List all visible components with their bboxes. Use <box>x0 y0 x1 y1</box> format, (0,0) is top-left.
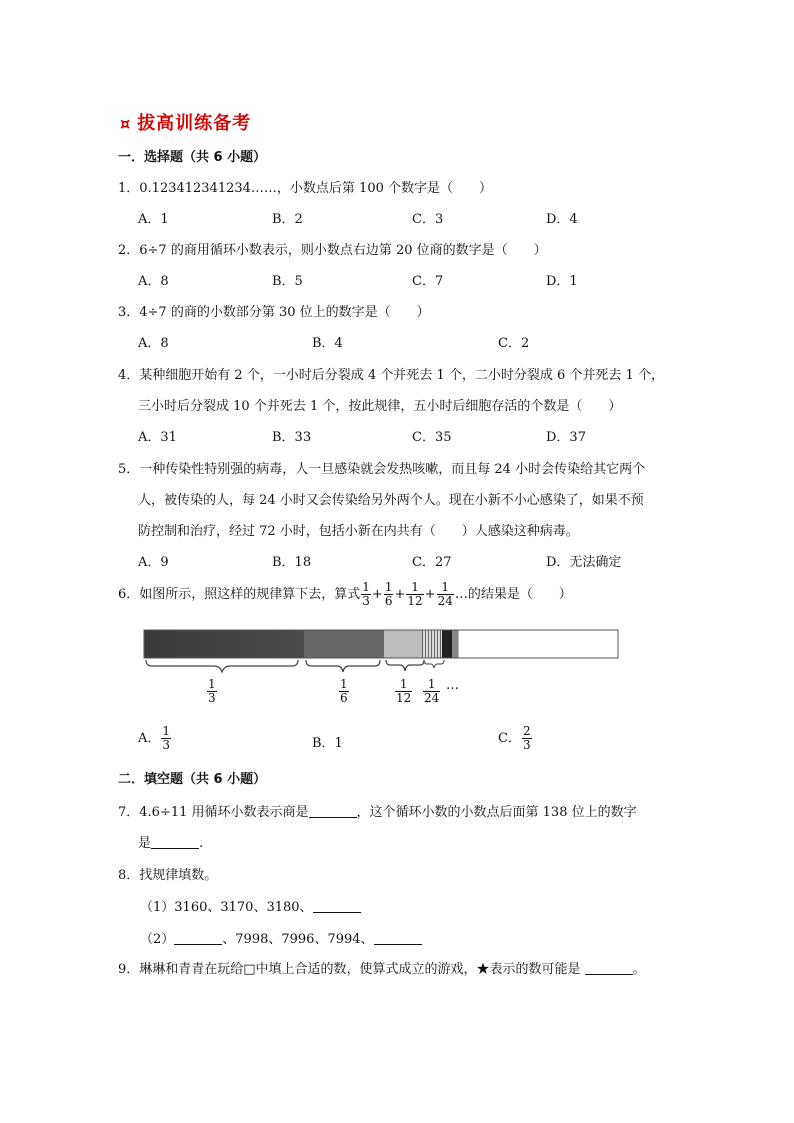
diagram-label-third: $\frac{1}{3}$ <box>208 677 216 705</box>
q6-prefix: 6．如图所示，照这样的规律算下去，算式 <box>118 587 361 602</box>
diagram-label-twenty-fourth: $\frac{1}{24}$ <box>424 677 440 705</box>
q6-fraction-3: $\frac{1}{12}$ <box>407 580 423 608</box>
question-5-line-2: 人，被传染的人，每 24 小时又会传染给另外两个人。现在小新不小心感染了，如果不预 <box>138 493 644 508</box>
question-8-sub-2: （2） 、7998、7996、7994、 <box>140 928 422 947</box>
bar-segment-twenty-fourth <box>422 630 442 658</box>
question-8-sub-1: （1）3160、3170、3180、 <box>140 896 361 915</box>
q6-option-a[interactable]: A． $\frac{1}{3}$ <box>138 724 171 752</box>
question-2: 2．6÷7 的商用循环小数表示，则小数点右边第 20 位商的数字是（ ） <box>118 243 547 258</box>
q6-option-c[interactable]: C． $\frac{2}{3}$ <box>498 724 531 752</box>
question-5-line-1: 5．一种传染性特别强的病毒，人一旦感染就会发热咳嗽，而且每 24 小时会传染给其它两个 <box>118 462 646 477</box>
q1-option-d[interactable]: D．4 <box>546 212 578 227</box>
q2-option-c[interactable]: C．7 <box>412 274 444 289</box>
question-7-line-2: 是 . <box>138 836 204 851</box>
q4-option-a[interactable]: A．31 <box>138 430 177 445</box>
q6-fraction-4: $\frac{1}{24}$ <box>437 580 453 608</box>
plus-sign: + <box>394 587 406 602</box>
worksheet-title <box>120 109 251 135</box>
q4-option-d[interactable]: D．37 <box>546 430 586 445</box>
question-1: 1．0.123412341234……，小数点后第 100 个数字是（ ） <box>118 181 493 196</box>
bar-segment-sixth <box>304 630 384 658</box>
q2-option-d[interactable]: D．1 <box>546 274 578 289</box>
question-3: 3．4÷7 的商的小数部分第 30 位上的数字是（ ） <box>118 305 430 320</box>
q2-option-b[interactable]: B．5 <box>272 274 303 289</box>
q1-option-c[interactable]: C．3 <box>412 212 444 227</box>
question-7-line-1: 7．4.6÷11 用循环小数表示商是 ，这个循环小数的小数点后面第 138 位上的数字 <box>118 805 637 820</box>
question-4-line-1: 4．某种细胞开始有 2 个，一小时后分裂成 4 个并死去 1 个，二小时分裂成 6 个并死去 1 个， <box>118 368 664 383</box>
bar-segment-twelfth <box>384 630 422 658</box>
q6-option-a-fraction: $\frac{1}{3}$ <box>162 724 171 752</box>
q3-option-b[interactable]: B．4 <box>312 336 343 351</box>
diagram-ellipsis: … <box>446 678 459 693</box>
q7-answer-blank-1[interactable] <box>309 804 357 818</box>
q1-option-a[interactable]: A．1 <box>138 212 169 227</box>
plus-sign: + <box>424 587 436 602</box>
q5-option-c[interactable]: C．27 <box>412 555 452 570</box>
q6-fraction-2: $\frac{1}{6}$ <box>384 580 393 608</box>
question-8: 8．找规律填数。 <box>118 868 218 883</box>
section-choice-heading: 一．选择题（共 6 小题） <box>118 150 267 165</box>
q1-option-b[interactable]: B．2 <box>272 212 303 227</box>
q5-option-d[interactable]: D．无法确定 <box>546 555 622 570</box>
q6-option-c-fraction: $\frac{2}{3}$ <box>522 724 531 752</box>
q5-option-a[interactable]: A．9 <box>138 555 169 570</box>
q8-sub2-answer-blank-2[interactable] <box>374 931 422 945</box>
question-4-line-2: 三小时后分裂成 10 个并死去 1 个，按此规律，五小时后细胞存活的个数是（ ） <box>138 399 622 414</box>
q6-suffix: …的结果是（ ） <box>454 587 572 602</box>
q6-fraction-1: $\frac{1}{3}$ <box>362 580 370 608</box>
q8-sub2-answer-blank-1[interactable] <box>174 931 222 945</box>
diagram-label-twelfth: $\frac{1}{12}$ <box>396 677 412 705</box>
question-9: 9．琳琳和青青在玩给□中填上合适的数，使算式成立的游戏，★表示的数可能是 。 <box>118 962 646 977</box>
q2-option-a[interactable]: A．8 <box>138 274 169 289</box>
plus-sign: + <box>371 587 383 602</box>
q3-option-a[interactable]: A．8 <box>138 336 169 351</box>
q5-option-b[interactable]: B．18 <box>272 555 312 570</box>
fraction-bar-diagram <box>140 626 622 710</box>
q4-option-c[interactable]: C．35 <box>412 430 452 445</box>
q4-option-b[interactable]: B．33 <box>272 430 312 445</box>
title-bullet-icon: ¤ <box>120 114 132 133</box>
q6-option-b[interactable]: B．1 <box>312 736 343 751</box>
question-6 <box>118 580 572 610</box>
question-5-line-3: 防控制和治疗，经过 72 小时，包括小新在内共有（ ）人感染这种病毒。 <box>138 524 579 539</box>
q8-sub1-answer-blank[interactable] <box>313 899 361 913</box>
q9-answer-blank[interactable] <box>585 961 633 975</box>
title-text: 拔高训练备考 <box>137 113 252 134</box>
section-fill-heading: 二．填空题（共 6 小题） <box>118 772 267 787</box>
q3-option-c[interactable]: C．2 <box>498 336 530 351</box>
diagram-label-sixth: $\frac{1}{6}$ <box>340 677 348 705</box>
q7-answer-blank-2[interactable] <box>151 835 199 849</box>
bar-segment-third <box>144 630 304 658</box>
